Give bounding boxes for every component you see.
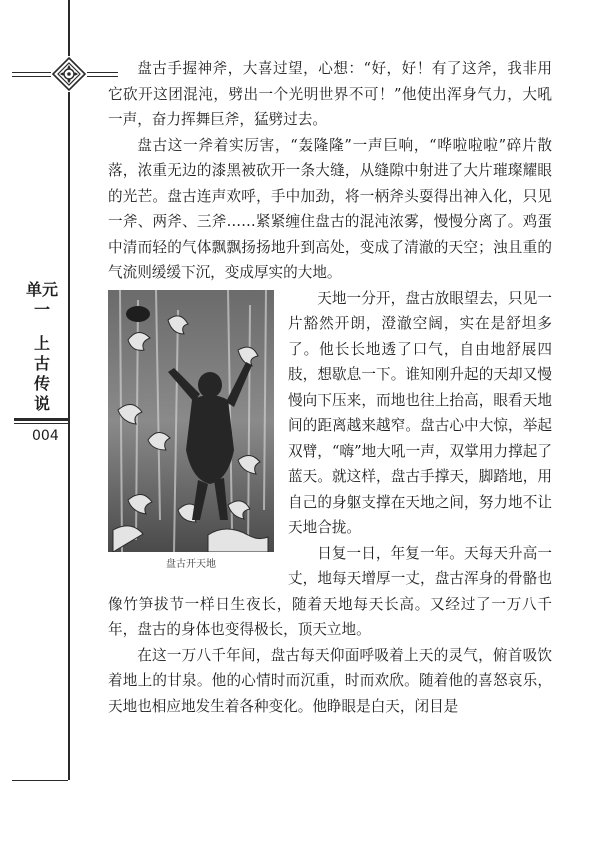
body-text (108, 56, 552, 719)
illustration-figure (108, 290, 274, 572)
unit-subtitle: 上古传说 (33, 334, 50, 413)
margin-vertical-rule (68, 0, 70, 780)
paragraph: 盘古这一斧着实厉害，“轰隆隆”一声巨响，“哗啦啦啦”碎片散落，浓重无边的漆黑被砍开一条大缝，从缝隙中射进了大片璀璨耀眼的光芒。盘古连声欢呼，手中加劲，将一柄斧头耍得出神入化，只见一斧、两斧、三斧……紧紧缠住盘古的混沌浓雾，慢慢分离了。鸡蛋中清而轻的气体飘飘扬扬地升到高处，变成了清澈的天空；浊且重的气流则缓缓下沉，变成厚实的大地。 (108, 136, 552, 281)
page-number-rule (14, 418, 70, 421)
footer-rule (12, 780, 68, 781)
unit-label (22, 280, 62, 414)
paragraph: 日复一日，年复一年。天每天升高一丈，地每天增厚一丈，盘古浑身的骨骼也像竹笋拔节一样日生夜长，随着天地每天长高。又经过了一万八千年，盘古的身体也变得极长，顶天立地。 (108, 544, 552, 638)
illustration-image (108, 290, 274, 552)
page-number: 004 (32, 428, 59, 444)
unit-title: 单元一 (25, 280, 58, 319)
page-number-rule-thin (14, 423, 70, 424)
figure-caption: 盘古开天地 (166, 558, 216, 570)
paragraph: 盘古手握神斧，大喜过望，心想：“好，好！有了这斧，我非用它砍开这团混沌，劈出一个光明世界不可！”他使出浑身气力，大吼一声，奋力挥舞巨斧，猛劈过去。 (108, 60, 552, 128)
paragraph: 天地一分开，盘古放眼望去，只见一片豁然开朗，澄澈空阔，实在是舒坦多了。他长长地透了口气，自由地舒展四肢，想歇息一下。谁知刚升起的天却又慢慢向下压来，而地也往上抬高，眼看天地间的距离越来越窄。盘古心中大惊，举起双臂，“嗨”地大吼一声，双掌用力撑起了蓝天。就这样，盘古手撑天，脚踏地，用自己的身躯支撑在天地之间，努力地不让天地合拢。 (288, 289, 552, 536)
paragraph: 在这一万八千年间，盘古每天仰面呼吸着上天的灵气，俯首吸饮着地上的甘泉。他的心情时而沉重，时而欢欣。随着他的喜怒哀乐，天地也相应地发生着各种变化。他睁眼是白天，闭目是 (108, 646, 552, 715)
ornament-icon (51, 56, 87, 92)
